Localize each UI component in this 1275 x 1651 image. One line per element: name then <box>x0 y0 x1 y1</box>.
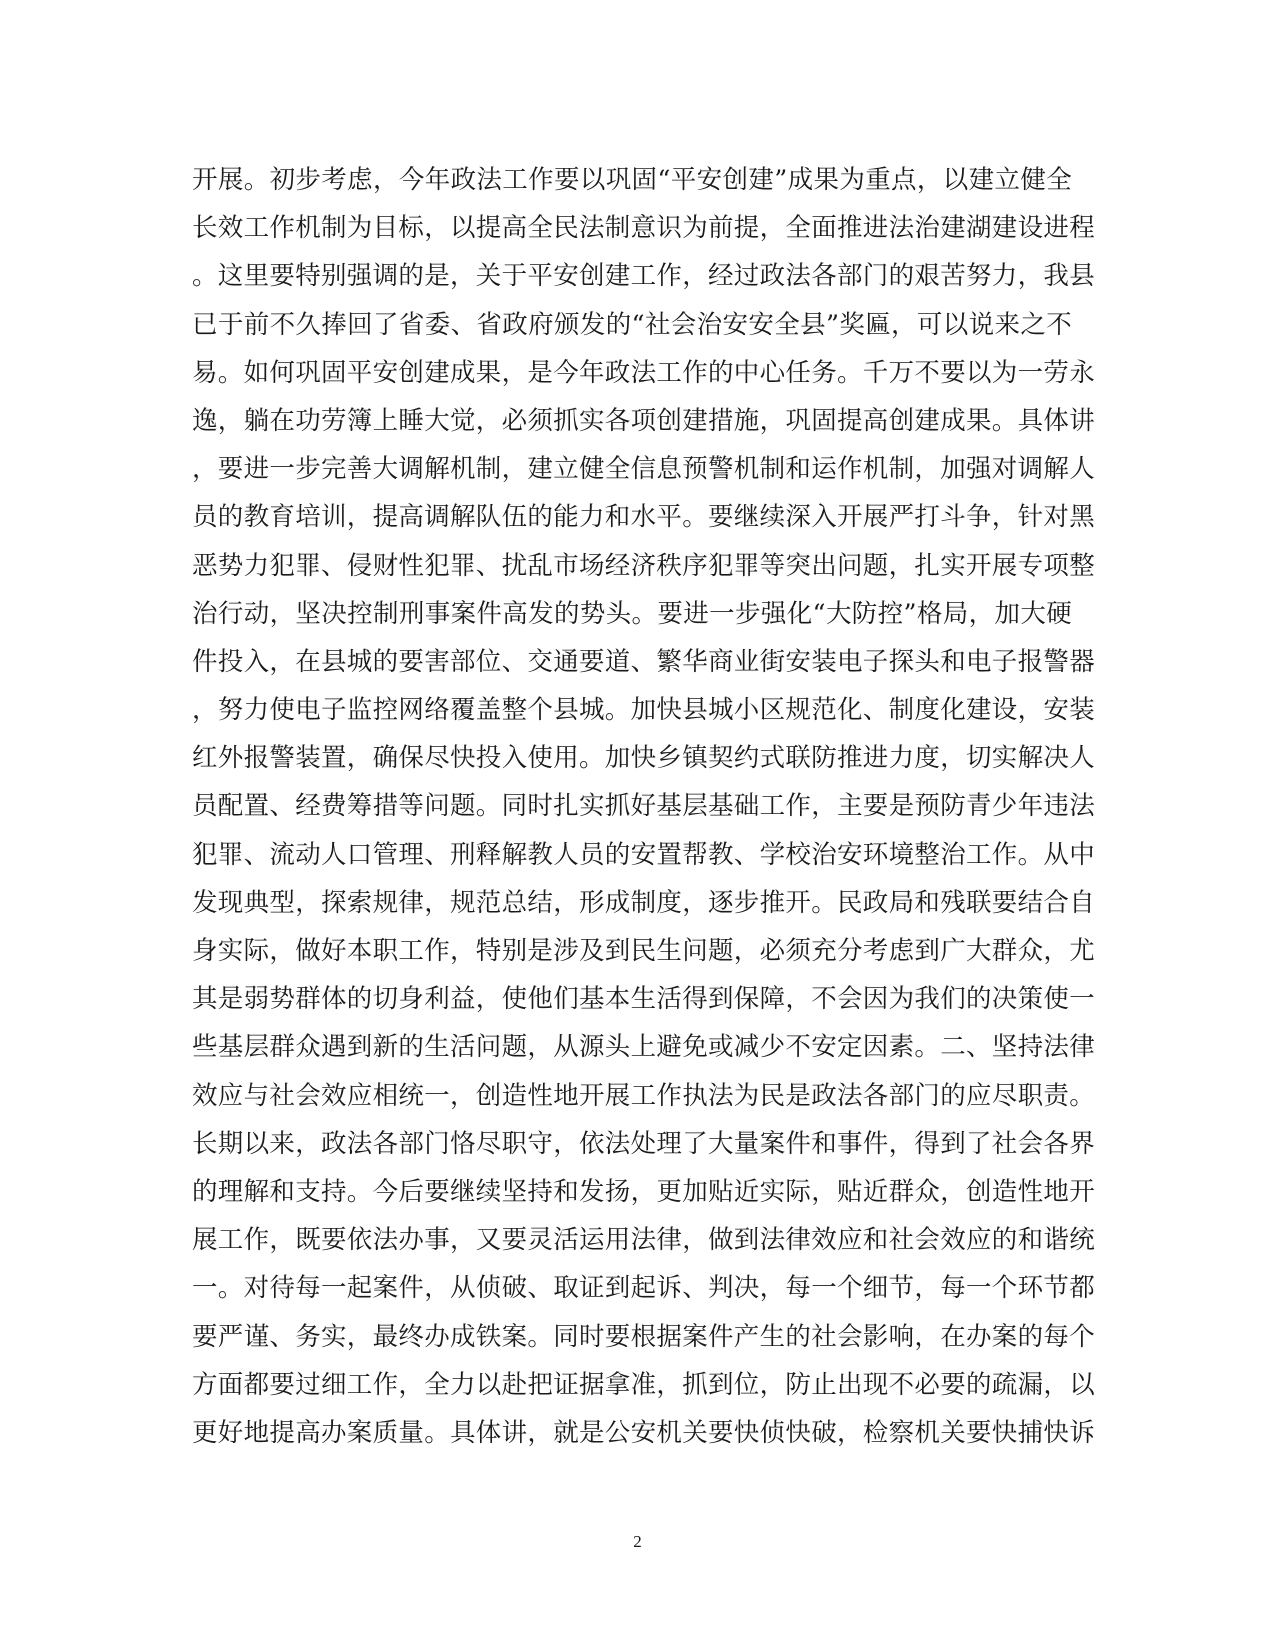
text-line: 犯罪、流动人口管理、刑释解教人员的安置帮教、学校治安环境整治工作。从中 <box>192 839 1096 870</box>
text-line: 些基层群众遇到新的生活问题，从源头上避免或减少不安定因素。二、坚持法律 <box>192 1032 1096 1063</box>
text-line: 一。对待每一起案件，从侦破、取证到起诉、判决，每一个细节，每一个环节都 <box>192 1273 1096 1304</box>
text-line: 长效工作机制为目标，以提高全民法制意识为前提，全面推进法治建湖建设进程 <box>192 213 1096 244</box>
text-line: ，努力使电子监控网络覆盖整个县城。加快县城小区规范化、制度化建设，安装 <box>192 695 1096 726</box>
text-line: ，要进一步完善大调解机制，建立健全信息预警机制和运作机制，加强对调解人 <box>192 454 1096 485</box>
text-line: 开展。初步考虑，今年政法工作要以巩固“平安创建”成果为重点，以建立健全 <box>192 165 1072 195</box>
text-line: 展工作，既要依法办事，又要灵活运用法律，做到法律效应和社会效应的和谐统 <box>192 1225 1096 1256</box>
text-line: 员的教育培训，提高调解队伍的能力和水平。要继续深入开展严打斗争，针对黑 <box>192 502 1096 533</box>
text-line: 红外报警装置，确保尽快投入使用。加快乡镇契约式联防推进力度，切实解决人 <box>192 743 1096 774</box>
text-line: 已于前不久捧回了省委、省政府颁发的“社会治安安全县”奖匾，可以说来之不 <box>192 309 1072 340</box>
text-line: 身实际，做好本职工作，特别是涉及到民生问题，必须充分考虑到广大群众，尤 <box>192 936 1096 966</box>
text-line: 发现典型，探索规律，规范总结，形成制度，逐步推开。民政局和残联要结合自 <box>192 887 1096 918</box>
text-line: 逸，躺在功劳簿上睡大觉，必须抓实各项创建措施，巩固提高创建成果。具体讲 <box>192 405 1096 436</box>
text-line: 易。如何巩固平安创建成果，是今年政法工作的中心任务。千万不要以为一劳永 <box>192 357 1096 388</box>
text-line: 其是弱势群体的切身利益，使他们基本生活得到保障，不会因为我们的决策使一 <box>192 984 1096 1015</box>
document-body <box>192 156 1096 1457</box>
text-line: 的理解和支持。今后要继续坚持和发扬，更加贴近实际，贴近群众，创造性地开 <box>192 1176 1096 1207</box>
text-line: 员配置、经费筹措等问题。同时扎实抓好基层基础工作，主要是预防青少年违法 <box>192 791 1096 822</box>
text-line: 恶势力犯罪、侵财性犯罪、扰乱市场经济秩序犯罪等突出问题，扎实开展专项整 <box>192 550 1096 581</box>
text-line: 要严谨、务实，最终办成铁案。同时要根据案件产生的社会影响，在办案的每个 <box>192 1321 1096 1352</box>
text-line: 效应与社会效应相统一，创造性地开展工作执法为民是政法各部门的应尽职责。 <box>192 1080 1096 1111</box>
text-line: 件投入，在县城的要害部位、交通要道、繁华商业街安装电子探头和电子报警器 <box>192 646 1096 677</box>
page-number: 2 <box>633 1532 642 1551</box>
text-line: 方面都要过细工作，全力以赴把证据拿准，抓到位，防止出现不必要的疏漏，以 <box>192 1369 1096 1400</box>
text-line: 长期以来，政法各部门恪尽职守，依法处理了大量案件和事件，得到了社会各界 <box>192 1128 1096 1159</box>
text-line: 治行动，坚决控制刑事案件高发的势头。要进一步强化“大防控”格局，加大硬 <box>192 598 1072 629</box>
text-line: 。这里要特别强调的是，关于平安创建工作，经过政法各部门的艰苦努力，我县 <box>192 261 1096 292</box>
text-line: 更好地提高办案质量。具体讲，就是公安机关要快侦快破，检察机关要快捕快诉 <box>192 1417 1096 1448</box>
